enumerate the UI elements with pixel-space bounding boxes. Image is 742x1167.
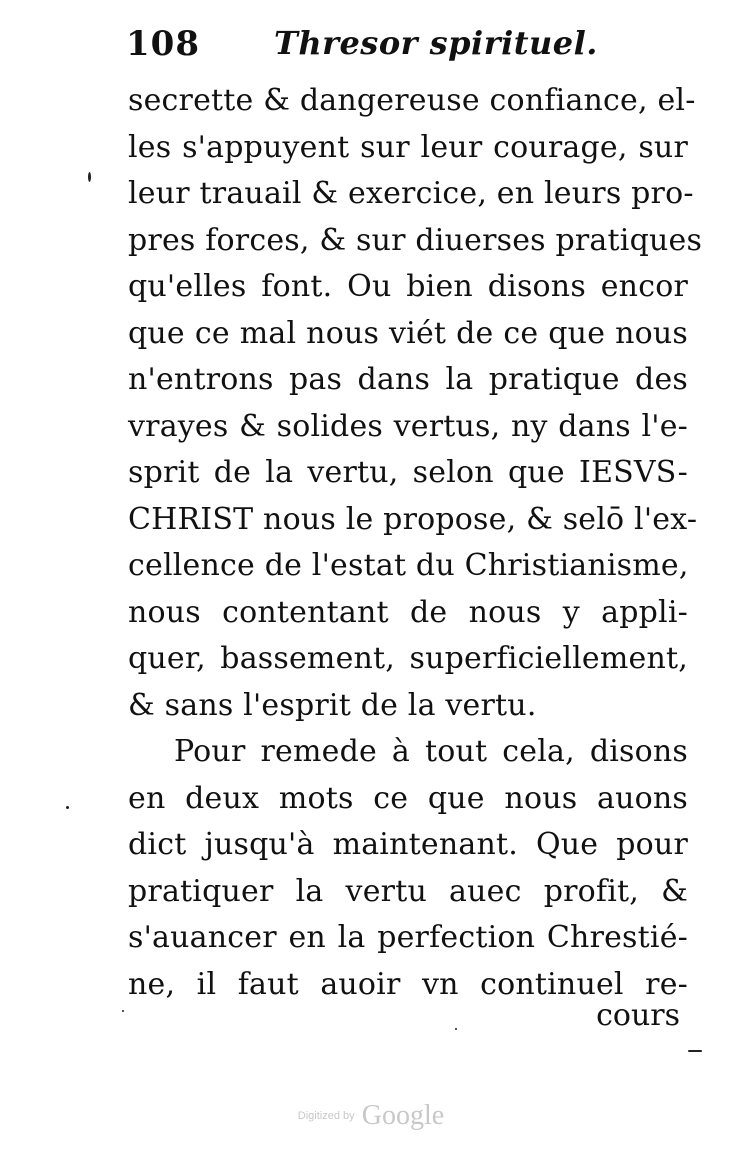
text-line: pres forces, & sur diuerses pratiques — [128, 222, 703, 258]
text-line: cellence de l'estat du Christianisme, — [128, 548, 689, 583]
text-line: pratiquer la vertu auec profit, & — [128, 873, 688, 909]
running-title: Thresor spirituel. — [274, 24, 598, 62]
print-speck — [688, 1050, 702, 1052]
text-line: que ce mal nous viét de ce que nous — [128, 315, 688, 351]
text-line: n'entrons pas dans la pratique des — [128, 362, 688, 397]
text-line: dict jusqu'à maintenant. Que pour — [128, 827, 688, 862]
text-line: qu'elles font. Ou bien disons encor — [128, 269, 688, 304]
body-text — [128, 78, 703, 1008]
text-line: les s'appuyent sur leur courage, sur — [128, 129, 688, 165]
text-line: sprit de la vertu, selon que IESVS- — [128, 455, 688, 490]
print-speck — [66, 806, 69, 809]
text-line: s'auancer en la perfection Chrestié- — [128, 920, 688, 955]
text-line: vrayes & solides vertus, ny dans l'e- — [128, 408, 688, 444]
text-line: en deux mots ce que nous auons — [128, 780, 688, 816]
print-speck — [455, 1028, 457, 1030]
catchword: cours — [596, 998, 680, 1033]
text-line: ne, il faut auoir vn continuel re- — [128, 966, 688, 1002]
text-line: & sans l'esprit de la vertu. — [128, 687, 537, 723]
text-line: CHRIST nous le propose, & selō l'ex- — [128, 501, 698, 537]
page-number: 108 — [126, 24, 200, 64]
print-speck — [122, 1010, 124, 1012]
paragraph-start-line: Pour remede à tout cela, disons — [174, 734, 688, 769]
text-line: quer, bassement, superficiellement, — [128, 641, 688, 676]
text-line: secrette & dangereuse confiance, el- — [128, 83, 696, 118]
print-speck — [88, 172, 91, 182]
text-line: leur trauail & exercice, en leurs pro- — [128, 176, 694, 211]
text-line: nous contentant de nous y appli- — [128, 594, 688, 630]
digitized-watermark — [0, 1100, 742, 1132]
page-header — [126, 24, 686, 74]
google-logo: Google — [361, 1100, 445, 1131]
digitized-prefix: Digitized by — [297, 1110, 355, 1122]
